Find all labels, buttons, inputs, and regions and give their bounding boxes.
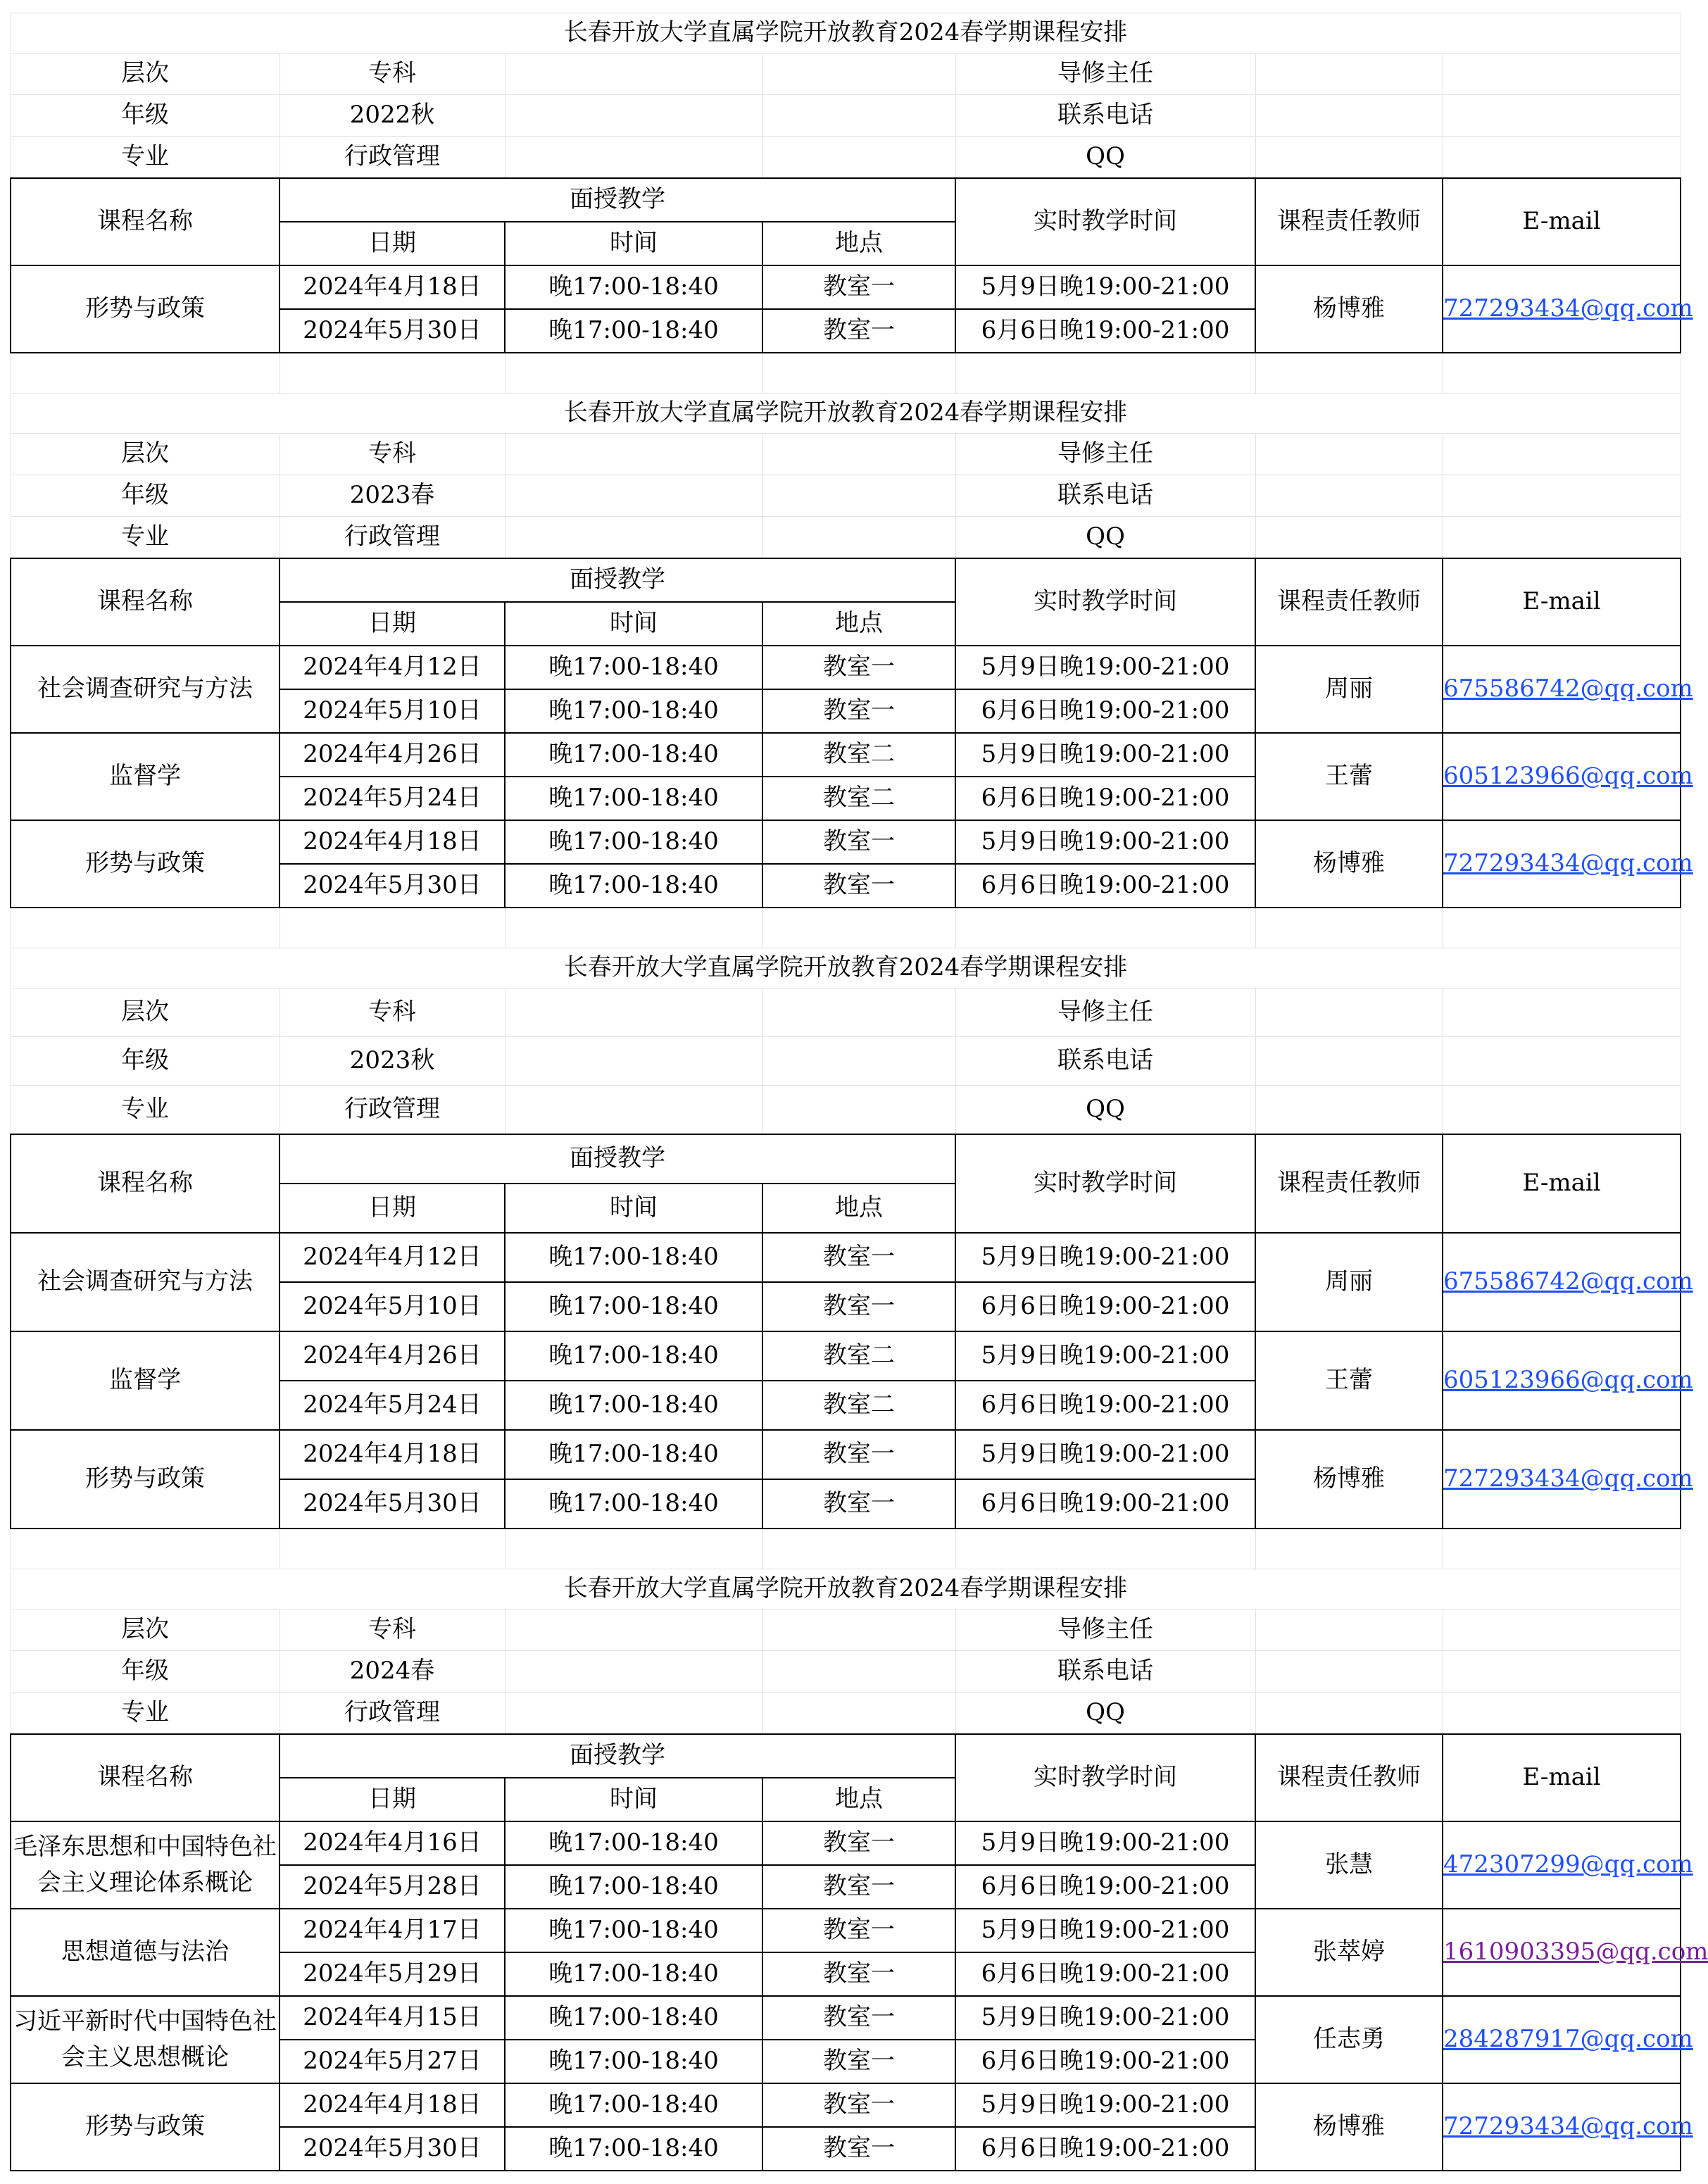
session-place[interactable]: 教室一 xyxy=(762,1821,955,1865)
session-place[interactable]: 教室一 xyxy=(762,1952,955,1996)
qq-label: QQ xyxy=(955,137,1255,179)
empty-cell[interactable] xyxy=(762,475,955,517)
course-name[interactable]: 形势与政策 xyxy=(11,2083,280,2171)
major-value[interactable]: 行政管理 xyxy=(280,517,505,559)
session-time[interactable]: 晚17:00-18:40 xyxy=(505,1331,762,1381)
session-time[interactable]: 晚17:00-18:40 xyxy=(505,2040,762,2083)
level-label: 层次 xyxy=(11,989,280,1037)
empty-cell[interactable] xyxy=(1443,54,1681,95)
session-date[interactable]: 2024年5月30日 xyxy=(280,309,505,353)
table-row xyxy=(11,2083,1681,2127)
session-live[interactable]: 6月6日晚19:00-21:00 xyxy=(955,1381,1255,1430)
session-time[interactable]: 晚17:00-18:40 xyxy=(505,1996,762,2040)
info-row-level xyxy=(11,989,1681,1037)
session-time[interactable]: 晚17:00-18:40 xyxy=(505,864,762,908)
major-label: 专业 xyxy=(11,517,280,559)
session-date[interactable]: 2024年5月29日 xyxy=(280,1952,505,1996)
table-row xyxy=(11,1996,1681,2040)
empty-cell[interactable] xyxy=(1443,1086,1681,1135)
tutor-label: 导修主任 xyxy=(955,434,1255,475)
session-place[interactable]: 教室一 xyxy=(762,1909,955,1952)
header-date: 日期 xyxy=(280,1184,505,1233)
info-row-major xyxy=(11,137,1681,179)
empty-cell[interactable] xyxy=(505,517,762,559)
session-time[interactable]: 晚17:00-18:40 xyxy=(505,2127,762,2171)
table-row xyxy=(11,1909,1681,1952)
session-time[interactable]: 晚17:00-18:40 xyxy=(505,733,762,777)
session-place[interactable]: 教室一 xyxy=(762,2040,955,2083)
session-time[interactable]: 晚17:00-18:40 xyxy=(505,777,762,820)
session-time[interactable]: 晚17:00-18:40 xyxy=(505,689,762,733)
header-face-to-face: 面授教学 xyxy=(280,558,955,602)
section-title-row xyxy=(11,1569,1681,1609)
session-date[interactable]: 2024年5月24日 xyxy=(280,777,505,820)
course-email-link[interactable]: 675586742@qq.com xyxy=(1443,674,1693,703)
header-live: 实时教学时间 xyxy=(955,558,1255,646)
table-row xyxy=(11,646,1681,689)
major-label: 专业 xyxy=(11,1086,280,1135)
course-name[interactable]: 形势与政策 xyxy=(11,820,280,908)
empty-cell[interactable] xyxy=(762,989,955,1037)
course-email-link[interactable]: 727293434@qq.com xyxy=(1443,849,1693,878)
info-row-level xyxy=(11,1609,1681,1651)
course-email-link[interactable]: 727293434@qq.com xyxy=(1443,1464,1693,1493)
empty-cell[interactable] xyxy=(1443,475,1681,517)
tutor-label: 导修主任 xyxy=(955,989,1255,1037)
empty-cell[interactable] xyxy=(1443,1037,1681,1086)
header-time: 时间 xyxy=(505,1778,762,1821)
course-teacher[interactable]: 任志勇 xyxy=(1255,1996,1443,2083)
session-place[interactable]: 教室一 xyxy=(762,1233,955,1282)
schedule-sheet xyxy=(10,13,1708,2171)
empty-cell[interactable] xyxy=(762,95,955,137)
course-teacher[interactable]: 杨博雅 xyxy=(1255,820,1443,908)
session-place[interactable]: 教室一 xyxy=(762,1865,955,1909)
grade-label: 年级 xyxy=(11,1037,280,1086)
course-teacher[interactable]: 杨博雅 xyxy=(1255,2083,1443,2171)
empty-cell[interactable] xyxy=(505,434,762,475)
header-live: 实时教学时间 xyxy=(955,1734,1255,1821)
session-live[interactable]: 5月9日晚19:00-21:00 xyxy=(955,1821,1255,1865)
header-time: 时间 xyxy=(505,602,762,646)
course-email-link[interactable]: 675586742@qq.com xyxy=(1443,1267,1693,1296)
course-email-cell[interactable] xyxy=(1443,1996,1693,2083)
grade-label: 年级 xyxy=(11,95,280,137)
session-live[interactable]: 5月9日晚19:00-21:00 xyxy=(955,1996,1255,2040)
session-live[interactable]: 5月9日晚19:00-21:00 xyxy=(955,733,1255,777)
session-live[interactable]: 6月6日晚19:00-21:00 xyxy=(955,1952,1255,1996)
major-value[interactable]: 行政管理 xyxy=(280,1086,505,1135)
header-place: 地点 xyxy=(762,1778,955,1821)
session-date[interactable]: 2024年4月26日 xyxy=(280,733,505,777)
empty-cell[interactable] xyxy=(505,475,762,517)
header-place: 地点 xyxy=(762,602,955,646)
grade-value[interactable]: 2024春 xyxy=(280,1651,505,1693)
qq-value[interactable] xyxy=(1255,1086,1443,1135)
header-date: 日期 xyxy=(280,1778,505,1821)
session-place[interactable]: 教室一 xyxy=(762,1282,955,1331)
section-title: 长春开放大学直属学院开放教育2024春学期课程安排 xyxy=(11,394,1681,434)
header-email: E-mail xyxy=(1443,1134,1681,1233)
header-email: E-mail xyxy=(1443,178,1681,265)
session-date[interactable]: 2024年5月10日 xyxy=(280,689,505,733)
header-teacher: 课程责任教师 xyxy=(1255,178,1443,265)
grade-label: 年级 xyxy=(11,1651,280,1693)
section-title-row xyxy=(11,394,1681,434)
session-place[interactable]: 教室一 xyxy=(762,309,955,353)
course-email-link[interactable]: 284287917@qq.com xyxy=(1443,2025,1693,2054)
header-date: 日期 xyxy=(280,222,505,265)
course-email-cell[interactable] xyxy=(1443,1331,1693,1430)
session-live[interactable]: 6月6日晚19:00-21:00 xyxy=(955,777,1255,820)
header-teacher: 课程责任教师 xyxy=(1255,1134,1443,1233)
session-live[interactable]: 5月9日晚19:00-21:00 xyxy=(955,1909,1255,1952)
section-title-row xyxy=(11,948,1681,989)
phone-label: 联系电话 xyxy=(955,475,1255,517)
empty-cell[interactable] xyxy=(505,1609,762,1651)
major-label: 专业 xyxy=(11,137,280,179)
session-live[interactable]: 6月6日晚19:00-21:00 xyxy=(955,1282,1255,1331)
header-email: E-mail xyxy=(1443,558,1681,646)
session-place[interactable]: 教室一 xyxy=(762,1430,955,1479)
tutor-label: 导修主任 xyxy=(955,1609,1255,1651)
level-label: 层次 xyxy=(11,54,280,95)
session-time[interactable]: 晚17:00-18:40 xyxy=(505,1909,762,1952)
course-teacher[interactable]: 王蕾 xyxy=(1255,733,1443,820)
phone-label: 联系电话 xyxy=(955,1651,1255,1693)
session-live[interactable]: 5月9日晚19:00-21:00 xyxy=(955,820,1255,864)
header-live: 实时教学时间 xyxy=(955,1134,1255,1233)
course-teacher[interactable]: 张慧 xyxy=(1255,1821,1443,1909)
session-place[interactable]: 教室一 xyxy=(762,265,955,309)
empty-cell[interactable] xyxy=(1443,517,1681,559)
header-face-to-face: 面授教学 xyxy=(280,178,955,222)
course-email-cell[interactable] xyxy=(1443,1909,1708,1996)
level-value[interactable]: 专科 xyxy=(280,54,505,95)
empty-cell[interactable] xyxy=(505,95,762,137)
phone-label: 联系电话 xyxy=(955,1037,1255,1086)
session-time[interactable]: 晚17:00-18:40 xyxy=(505,1952,762,1996)
phone-value[interactable] xyxy=(1255,95,1443,137)
empty-cell[interactable] xyxy=(505,54,762,95)
table-row xyxy=(11,265,1681,309)
phone-value[interactable] xyxy=(1255,475,1443,517)
empty-cell[interactable] xyxy=(1443,1651,1681,1693)
session-live[interactable]: 5月9日晚19:00-21:00 xyxy=(955,1430,1255,1479)
info-row-major xyxy=(11,517,1681,559)
empty-cell[interactable] xyxy=(505,1086,762,1135)
session-date[interactable]: 2024年4月15日 xyxy=(280,1996,505,2040)
session-place[interactable]: 教室一 xyxy=(762,1479,955,1529)
session-time[interactable]: 晚17:00-18:40 xyxy=(505,1430,762,1479)
course-email-link[interactable]: 727293434@qq.com xyxy=(1443,294,1693,323)
session-date[interactable]: 2024年4月12日 xyxy=(280,1233,505,1282)
session-live[interactable]: 6月6日晚19:00-21:00 xyxy=(955,309,1255,353)
empty-cell[interactable] xyxy=(505,1037,762,1086)
table-row xyxy=(11,820,1681,864)
course-name[interactable]: 毛泽东思想和中国特色社会主义理论体系概论 xyxy=(11,1821,280,1909)
session-live[interactable]: 5月9日晚19:00-21:00 xyxy=(955,1233,1255,1282)
info-row-major xyxy=(11,1086,1681,1135)
course-email-cell[interactable] xyxy=(1443,1821,1693,1909)
empty-cell[interactable] xyxy=(762,1693,955,1735)
phone-label: 联系电话 xyxy=(955,95,1255,137)
session-time[interactable]: 晚17:00-18:40 xyxy=(505,646,762,689)
info-row-level xyxy=(11,434,1681,475)
grade-value[interactable]: 2023秋 xyxy=(280,1037,505,1086)
course-email-link[interactable]: 727293434@qq.com xyxy=(1443,2112,1693,2141)
session-place[interactable]: 教室一 xyxy=(762,2083,955,2127)
session-time[interactable]: 晚17:00-18:40 xyxy=(505,1233,762,1282)
session-place[interactable]: 教室二 xyxy=(762,1331,955,1381)
empty-cell[interactable] xyxy=(762,517,955,559)
header-place: 地点 xyxy=(762,222,955,265)
session-date[interactable]: 2024年4月18日 xyxy=(280,2083,505,2127)
empty-cell[interactable] xyxy=(1443,434,1681,475)
empty-cell[interactable] xyxy=(1443,1693,1681,1735)
empty-cell[interactable] xyxy=(505,137,762,179)
spacer-row xyxy=(11,1529,1681,1569)
empty-cell[interactable] xyxy=(505,1693,762,1735)
session-live[interactable]: 6月6日晚19:00-21:00 xyxy=(955,2040,1255,2083)
session-time[interactable]: 晚17:00-18:40 xyxy=(505,1381,762,1430)
session-time[interactable]: 晚17:00-18:40 xyxy=(505,265,762,309)
header-face-to-face: 面授教学 xyxy=(280,1734,955,1778)
course-name[interactable]: 形势与政策 xyxy=(11,265,280,353)
course-teacher[interactable]: 王蕾 xyxy=(1255,1331,1443,1430)
empty-cell[interactable] xyxy=(1443,137,1681,179)
section-title: 长春开放大学直属学院开放教育2024春学期课程安排 xyxy=(11,1569,1681,1609)
session-date[interactable]: 2024年5月28日 xyxy=(280,1865,505,1909)
grade-value[interactable]: 2022秋 xyxy=(280,95,505,137)
session-date[interactable]: 2024年5月30日 xyxy=(280,864,505,908)
info-row-grade xyxy=(11,1651,1681,1693)
course-email-link[interactable]: 605123966@qq.com xyxy=(1443,762,1693,791)
empty-cell[interactable] xyxy=(762,1086,955,1135)
course-name[interactable]: 监督学 xyxy=(11,733,280,820)
header-row xyxy=(11,178,1681,222)
tutor-value[interactable] xyxy=(1255,1609,1443,1651)
header-course: 课程名称 xyxy=(11,558,280,646)
table-row xyxy=(11,1331,1681,1381)
schedule-table xyxy=(10,13,1708,2171)
info-row-level xyxy=(11,54,1681,95)
session-time[interactable]: 晚17:00-18:40 xyxy=(505,1479,762,1529)
session-date[interactable]: 2024年5月27日 xyxy=(280,2040,505,2083)
course-email-cell[interactable] xyxy=(1443,646,1693,733)
section-title-row xyxy=(11,13,1681,54)
header-teacher: 课程责任教师 xyxy=(1255,558,1443,646)
course-name[interactable]: 社会调查研究与方法 xyxy=(11,646,280,733)
qq-value[interactable] xyxy=(1255,137,1443,179)
header-teacher: 课程责任教师 xyxy=(1255,1734,1443,1821)
empty-cell[interactable] xyxy=(762,1609,955,1651)
session-live[interactable]: 6月6日晚19:00-21:00 xyxy=(955,2127,1255,2171)
session-place[interactable]: 教室一 xyxy=(762,646,955,689)
header-time: 时间 xyxy=(505,1184,762,1233)
spacer-row xyxy=(11,353,1681,394)
session-date[interactable]: 2024年5月30日 xyxy=(280,1479,505,1529)
level-label: 层次 xyxy=(11,1609,280,1651)
course-teacher[interactable]: 张萃婷 xyxy=(1255,1909,1443,1996)
phone-value[interactable] xyxy=(1255,1651,1443,1693)
table-row xyxy=(11,1233,1681,1282)
empty-cell[interactable] xyxy=(762,1651,955,1693)
session-date[interactable]: 2024年5月30日 xyxy=(280,2127,505,2171)
session-place[interactable]: 教室一 xyxy=(762,2127,955,2171)
header-course: 课程名称 xyxy=(11,1134,280,1233)
tutor-value[interactable] xyxy=(1255,434,1443,475)
info-row-grade xyxy=(11,1037,1681,1086)
course-name[interactable]: 思想道德与法治 xyxy=(11,1909,280,1996)
session-live[interactable]: 5月9日晚19:00-21:00 xyxy=(955,646,1255,689)
qq-label: QQ xyxy=(955,517,1255,559)
grade-value[interactable]: 2023春 xyxy=(280,475,505,517)
session-date[interactable]: 2024年5月24日 xyxy=(280,1381,505,1430)
table-row xyxy=(11,733,1681,777)
header-course: 课程名称 xyxy=(11,178,280,265)
session-date[interactable]: 2024年4月12日 xyxy=(280,646,505,689)
course-email-link[interactable]: 605123966@qq.com xyxy=(1443,1366,1693,1395)
course-name[interactable]: 形势与政策 xyxy=(11,1430,280,1529)
info-row-grade xyxy=(11,95,1681,137)
tutor-value[interactable] xyxy=(1255,54,1443,95)
header-row xyxy=(11,558,1681,602)
major-value[interactable]: 行政管理 xyxy=(280,1693,505,1735)
spacer-row xyxy=(11,908,1681,948)
level-value[interactable]: 专科 xyxy=(280,1609,505,1651)
session-place[interactable]: 教室二 xyxy=(762,777,955,820)
course-email-link[interactable]: 472307299@qq.com xyxy=(1443,1850,1693,1879)
course-email-link[interactable]: 1610903395@qq.com xyxy=(1443,1938,1708,1966)
course-email-cell[interactable] xyxy=(1443,2083,1693,2171)
session-place[interactable]: 教室一 xyxy=(762,689,955,733)
session-place[interactable]: 教室一 xyxy=(762,1996,955,2040)
session-time[interactable]: 晚17:00-18:40 xyxy=(505,1821,762,1865)
section-title: 长春开放大学直属学院开放教育2024春学期课程安排 xyxy=(11,948,1681,989)
session-live[interactable]: 5月9日晚19:00-21:00 xyxy=(955,265,1255,309)
qq-value[interactable] xyxy=(1255,517,1443,559)
session-date[interactable]: 2024年4月26日 xyxy=(280,1331,505,1381)
empty-cell[interactable] xyxy=(762,434,955,475)
empty-cell[interactable] xyxy=(1443,1609,1681,1651)
session-live[interactable]: 6月6日晚19:00-21:00 xyxy=(955,1479,1255,1529)
table-row xyxy=(11,1821,1681,1865)
major-value[interactable]: 行政管理 xyxy=(280,137,505,179)
course-teacher[interactable]: 杨博雅 xyxy=(1255,265,1443,353)
session-live[interactable]: 5月9日晚19:00-21:00 xyxy=(955,1331,1255,1381)
course-teacher[interactable]: 杨博雅 xyxy=(1255,1430,1443,1529)
session-place[interactable]: 教室一 xyxy=(762,864,955,908)
header-course: 课程名称 xyxy=(11,1734,280,1821)
empty-cell[interactable] xyxy=(762,137,955,179)
tutor-value[interactable] xyxy=(1255,989,1443,1037)
qq-label: QQ xyxy=(955,1693,1255,1735)
table-row xyxy=(11,1430,1681,1479)
level-label: 层次 xyxy=(11,434,280,475)
qq-value[interactable] xyxy=(1255,1693,1443,1735)
session-live[interactable]: 6月6日晚19:00-21:00 xyxy=(955,689,1255,733)
course-teacher[interactable]: 周丽 xyxy=(1255,646,1443,733)
course-name[interactable]: 习近平新时代中国特色社会主义思想概论 xyxy=(11,1996,280,2083)
empty-cell[interactable] xyxy=(762,1037,955,1086)
course-email-cell[interactable] xyxy=(1443,733,1693,820)
header-row xyxy=(11,1134,1681,1184)
empty-cell[interactable] xyxy=(505,1651,762,1693)
grade-label: 年级 xyxy=(11,475,280,517)
course-email-cell[interactable] xyxy=(1443,265,1693,353)
course-email-cell[interactable] xyxy=(1443,820,1693,908)
phone-value[interactable] xyxy=(1255,1037,1443,1086)
qq-label: QQ xyxy=(955,1086,1255,1135)
session-time[interactable]: 晚17:00-18:40 xyxy=(505,1865,762,1909)
session-date[interactable]: 2024年5月10日 xyxy=(280,1282,505,1331)
info-row-grade xyxy=(11,475,1681,517)
session-time[interactable]: 晚17:00-18:40 xyxy=(505,2083,762,2127)
empty-cell[interactable] xyxy=(1443,989,1681,1037)
level-value[interactable]: 专科 xyxy=(280,434,505,475)
session-place[interactable]: 教室二 xyxy=(762,733,955,777)
level-value[interactable]: 专科 xyxy=(280,989,505,1037)
session-date[interactable]: 2024年4月17日 xyxy=(280,1909,505,1952)
session-date[interactable]: 2024年4月18日 xyxy=(280,1430,505,1479)
course-name[interactable]: 社会调查研究与方法 xyxy=(11,1233,280,1331)
tutor-label: 导修主任 xyxy=(955,54,1255,95)
session-date[interactable]: 2024年4月18日 xyxy=(280,265,505,309)
session-date[interactable]: 2024年4月18日 xyxy=(280,820,505,864)
session-time[interactable]: 晚17:00-18:40 xyxy=(505,309,762,353)
session-live[interactable]: 5月9日晚19:00-21:00 xyxy=(955,2083,1255,2127)
empty-cell[interactable] xyxy=(762,54,955,95)
course-email-cell[interactable] xyxy=(1443,1233,1693,1331)
header-row xyxy=(11,1734,1681,1778)
header-time: 时间 xyxy=(505,222,762,265)
course-name[interactable]: 监督学 xyxy=(11,1331,280,1430)
course-email-cell[interactable] xyxy=(1443,1430,1693,1529)
empty-cell[interactable] xyxy=(505,989,762,1037)
major-label: 专业 xyxy=(11,1693,280,1735)
session-date[interactable]: 2024年4月16日 xyxy=(280,1821,505,1865)
session-place[interactable]: 教室二 xyxy=(762,1381,955,1430)
empty-cell[interactable] xyxy=(1443,95,1681,137)
header-date: 日期 xyxy=(280,602,505,646)
session-live[interactable]: 6月6日晚19:00-21:00 xyxy=(955,1865,1255,1909)
header-email: E-mail xyxy=(1443,1734,1681,1821)
session-live[interactable]: 6月6日晚19:00-21:00 xyxy=(955,864,1255,908)
session-time[interactable]: 晚17:00-18:40 xyxy=(505,820,762,864)
course-teacher[interactable]: 周丽 xyxy=(1255,1233,1443,1331)
header-live: 实时教学时间 xyxy=(955,178,1255,265)
header-place: 地点 xyxy=(762,1184,955,1233)
info-row-major xyxy=(11,1693,1681,1735)
section-title: 长春开放大学直属学院开放教育2024春学期课程安排 xyxy=(11,13,1681,54)
session-place[interactable]: 教室一 xyxy=(762,820,955,864)
session-time[interactable]: 晚17:00-18:40 xyxy=(505,1282,762,1331)
header-face-to-face: 面授教学 xyxy=(280,1134,955,1184)
